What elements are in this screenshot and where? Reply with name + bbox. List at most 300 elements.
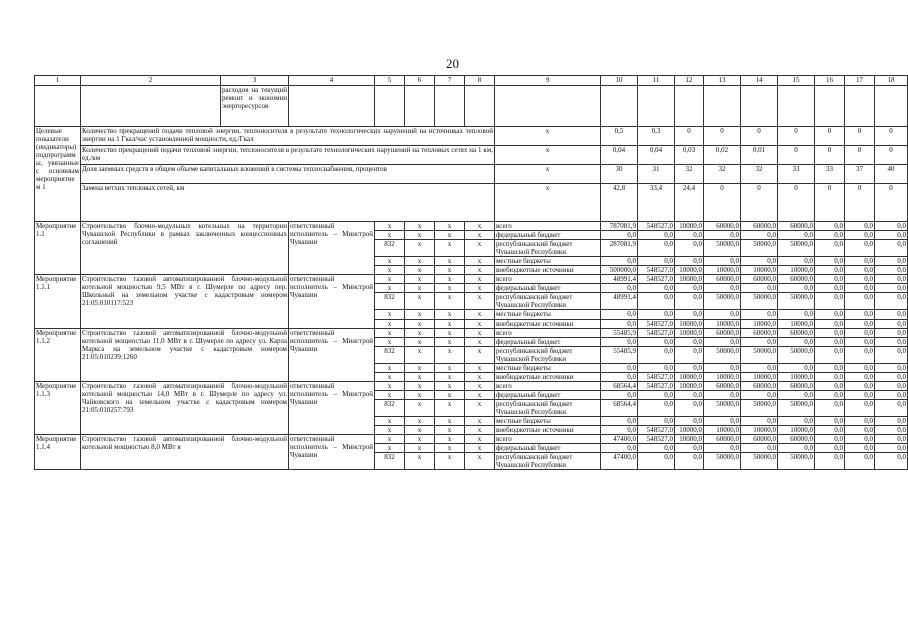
amount-cell: 0,0 bbox=[875, 319, 908, 328]
amount-cell: 0,0 bbox=[815, 346, 845, 363]
code-cell: x bbox=[465, 453, 495, 470]
amount-cell: 0,0 bbox=[638, 337, 675, 346]
header-row bbox=[35, 76, 908, 86]
table-cell bbox=[815, 86, 845, 127]
amount-cell: 0,0 bbox=[875, 417, 908, 426]
code-cell: x bbox=[375, 372, 405, 381]
amount-cell: 0,0 bbox=[875, 444, 908, 453]
amount-cell: 0,0 bbox=[638, 399, 675, 416]
code-cell: x bbox=[465, 444, 495, 453]
amount-cell: 50000,0 bbox=[741, 346, 778, 363]
code-cell: x bbox=[465, 240, 495, 257]
amount-cell: 0,0 bbox=[875, 453, 908, 470]
measure-description: Строительство газовой автоматизированной блочно-модульной котельной мощностью 14,0 МВт в г. Шумерле по адресу ул. Чайковского на земельном участке с кадастровым номером 21:05:010257:793 bbox=[81, 381, 289, 434]
amount-cell: 50000,0 bbox=[778, 399, 815, 416]
code-cell: x bbox=[435, 284, 465, 293]
measure-name: Мероприятие 1.1.4 bbox=[35, 435, 81, 470]
measure-row bbox=[35, 328, 908, 337]
measure-description: Строительство блочно-модульных котельных на территории Чувашской Республики в рамках заключенных концессионных соглашений bbox=[81, 222, 289, 275]
amount-cell: 0,0 bbox=[675, 390, 704, 399]
indicator-value: 0 bbox=[704, 127, 741, 146]
code-cell: x bbox=[465, 328, 495, 337]
code-cell: x bbox=[465, 363, 495, 372]
code-cell: x bbox=[435, 310, 465, 319]
code-cell: x bbox=[435, 399, 465, 416]
amount-cell: 10000,0 bbox=[675, 319, 704, 328]
indicators-label: Целевые показатели (индикаторы) подпрограммы, увязанные с основным мероприятием 1 bbox=[35, 127, 81, 222]
code-cell: x bbox=[465, 284, 495, 293]
funding-source: всего bbox=[495, 328, 601, 337]
indicator-value: 40 bbox=[875, 165, 908, 184]
amount-cell: 10000,0 bbox=[675, 328, 704, 337]
amount-cell: 48991,4 bbox=[601, 275, 638, 284]
amount-cell: 60000,0 bbox=[704, 381, 741, 390]
code-cell: x bbox=[405, 310, 435, 319]
code-cell: x bbox=[465, 426, 495, 435]
amount-cell: 10000,0 bbox=[675, 372, 704, 381]
amount-cell: 0,0 bbox=[875, 435, 908, 444]
amount-cell: 0,0 bbox=[845, 444, 875, 453]
indicator-value: 33 bbox=[815, 165, 845, 184]
table-cell bbox=[875, 86, 908, 127]
amount-cell: 0,0 bbox=[875, 399, 908, 416]
amount-cell: 0,0 bbox=[675, 453, 704, 470]
indicator-value: 42,8 bbox=[601, 184, 638, 222]
header-cell: 16 bbox=[815, 76, 845, 86]
amount-cell: 0,0 bbox=[638, 240, 675, 257]
amount-cell: 0,0 bbox=[845, 390, 875, 399]
indicator-value: 0,3 bbox=[638, 127, 675, 146]
amount-cell: 0,0 bbox=[601, 426, 638, 435]
code-cell: x bbox=[375, 435, 405, 444]
indicator-x: x bbox=[495, 184, 601, 222]
amount-cell: 0,0 bbox=[815, 417, 845, 426]
indicator-x: x bbox=[495, 165, 601, 184]
amount-cell: 60000,0 bbox=[704, 222, 741, 231]
amount-cell: 0,0 bbox=[845, 284, 875, 293]
amount-cell: 50000,0 bbox=[704, 346, 741, 363]
code-cell: x bbox=[375, 257, 405, 266]
code-cell: 832 bbox=[375, 293, 405, 310]
amount-cell: 0,0 bbox=[875, 346, 908, 363]
amount-cell: 0,0 bbox=[845, 399, 875, 416]
code-cell: x bbox=[435, 435, 465, 444]
amount-cell: 0,0 bbox=[815, 337, 845, 346]
code-cell: x bbox=[405, 435, 435, 444]
code-cell: x bbox=[435, 328, 465, 337]
indicator-row bbox=[35, 146, 908, 165]
measure-row bbox=[35, 435, 908, 444]
code-cell: x bbox=[375, 363, 405, 372]
amount-cell: 55485,9 bbox=[601, 328, 638, 337]
amount-cell: 0,0 bbox=[741, 337, 778, 346]
header-cell: 18 bbox=[875, 76, 908, 86]
funding-source: местные бюджеты bbox=[495, 363, 601, 372]
header-cell: 17 bbox=[845, 76, 875, 86]
amount-cell: 0,0 bbox=[845, 372, 875, 381]
amount-cell: 0,0 bbox=[778, 337, 815, 346]
code-cell: x bbox=[375, 266, 405, 275]
amount-cell: 0,0 bbox=[845, 310, 875, 319]
indicator-value: 0 bbox=[815, 184, 845, 222]
document-table-wrap bbox=[34, 75, 906, 640]
table-cell bbox=[465, 86, 495, 127]
amount-cell: 0,0 bbox=[875, 284, 908, 293]
amount-cell: 0,0 bbox=[601, 390, 638, 399]
indicator-value: 0 bbox=[741, 127, 778, 146]
code-cell: x bbox=[435, 381, 465, 390]
code-cell: x bbox=[435, 453, 465, 470]
funding-source: местные бюджеты bbox=[495, 257, 601, 266]
amount-cell: 0,0 bbox=[845, 231, 875, 240]
code-cell: x bbox=[405, 426, 435, 435]
table-cell bbox=[741, 86, 778, 127]
code-cell: x bbox=[465, 435, 495, 444]
header-cell: 15 bbox=[778, 76, 815, 86]
amount-cell: 0,0 bbox=[638, 231, 675, 240]
header-cell: 5 bbox=[375, 76, 405, 86]
funding-source: федеральный бюджет bbox=[495, 231, 601, 240]
amount-cell: 0,0 bbox=[741, 257, 778, 266]
indicator-value: 0,04 bbox=[601, 146, 638, 165]
amount-cell: 0,0 bbox=[875, 293, 908, 310]
code-cell: x bbox=[405, 337, 435, 346]
code-cell: x bbox=[405, 231, 435, 240]
measure-name: Мероприятие 1.1.2 bbox=[35, 328, 81, 381]
indicator-value: 0 bbox=[815, 146, 845, 165]
amount-cell: 0,0 bbox=[675, 310, 704, 319]
indicator-x: x bbox=[495, 127, 601, 146]
amount-cell: 47400,0 bbox=[601, 435, 638, 444]
code-cell: x bbox=[375, 444, 405, 453]
amount-cell: 548527,0 bbox=[638, 372, 675, 381]
amount-cell: 0,0 bbox=[845, 257, 875, 266]
measure-description: Строительство газовой автоматизированной блочно-модульной котельной мощностью 11,0 МВт в г. Шумерле по адресу ул. Карла Маркса на земельном участке с кадастровым номером 21:05:010239:1260 bbox=[81, 328, 289, 381]
indicator-value: 0,04 bbox=[638, 146, 675, 165]
page-number: 20 bbox=[446, 56, 459, 71]
measure-name: Мероприятие 1.1.3 bbox=[35, 381, 81, 434]
amount-cell: 0,0 bbox=[704, 284, 741, 293]
amount-cell: 50000,0 bbox=[741, 293, 778, 310]
indicator-value: 0,01 bbox=[741, 146, 778, 165]
amount-cell: 50000,0 bbox=[704, 240, 741, 257]
amount-cell: 548527,0 bbox=[638, 319, 675, 328]
funding-source: всего bbox=[495, 275, 601, 284]
amount-cell: 0,0 bbox=[638, 284, 675, 293]
code-cell: x bbox=[375, 390, 405, 399]
code-cell: x bbox=[435, 231, 465, 240]
table-cell bbox=[778, 86, 815, 127]
amount-cell: 0,0 bbox=[638, 417, 675, 426]
table-cell bbox=[845, 86, 875, 127]
amount-cell: 0,0 bbox=[845, 363, 875, 372]
amount-cell: 0,0 bbox=[815, 372, 845, 381]
amount-cell: 0,0 bbox=[601, 417, 638, 426]
amount-cell: 0,0 bbox=[875, 222, 908, 231]
code-cell: x bbox=[435, 417, 465, 426]
amount-cell: 0,0 bbox=[815, 284, 845, 293]
code-cell: x bbox=[375, 381, 405, 390]
funding-source: федеральный бюджет bbox=[495, 337, 601, 346]
indicator-value: 0,5 bbox=[601, 127, 638, 146]
amount-cell: 0,0 bbox=[638, 293, 675, 310]
amount-cell: 0,0 bbox=[704, 231, 741, 240]
amount-cell: 0,0 bbox=[845, 381, 875, 390]
indicator-value: 30 bbox=[601, 165, 638, 184]
amount-cell: 0,0 bbox=[875, 310, 908, 319]
measure-name: Мероприятие 1.1.1 bbox=[35, 275, 81, 328]
header-cell: 10 bbox=[601, 76, 638, 86]
amount-cell: 10000,0 bbox=[778, 372, 815, 381]
amount-cell: 0,0 bbox=[875, 257, 908, 266]
measure-responsible: ответственный исполнитель – Минстрой Чувашии bbox=[289, 435, 375, 470]
header-cell: 1 bbox=[35, 76, 81, 86]
amount-cell: 0,0 bbox=[845, 319, 875, 328]
amount-cell: 10000,0 bbox=[675, 381, 704, 390]
amount-cell: 0,0 bbox=[638, 390, 675, 399]
code-cell: x bbox=[465, 293, 495, 310]
amount-cell: 0,0 bbox=[875, 372, 908, 381]
amount-cell: 0,0 bbox=[815, 293, 845, 310]
indicator-text: Количество прекращений подачи тепловой энергии, теплоносителя в результате технологических нарушений на тепловых сетях на 1 км, ед./км bbox=[81, 146, 495, 165]
indicator-text: Доля заемных средств в общем объеме капитальных вложений в системы теплоснабжения, процентов bbox=[81, 165, 495, 184]
code-cell: x bbox=[435, 240, 465, 257]
amount-cell: 0,0 bbox=[845, 275, 875, 284]
amount-cell: 0,0 bbox=[741, 231, 778, 240]
indicator-value: 0 bbox=[778, 146, 815, 165]
amount-cell: 0,0 bbox=[704, 390, 741, 399]
code-cell: x bbox=[405, 275, 435, 284]
code-cell: 832 bbox=[375, 453, 405, 470]
amount-cell: 0,0 bbox=[875, 337, 908, 346]
code-cell: x bbox=[465, 346, 495, 363]
amount-cell: 0,0 bbox=[815, 275, 845, 284]
amount-cell: 10000,0 bbox=[704, 426, 741, 435]
table-cell bbox=[375, 86, 405, 127]
amount-cell: 548527,0 bbox=[638, 328, 675, 337]
amount-cell: 0,0 bbox=[638, 363, 675, 372]
amount-cell: 0,0 bbox=[601, 444, 638, 453]
code-cell: x bbox=[435, 363, 465, 372]
amount-cell: 0,0 bbox=[675, 257, 704, 266]
amount-cell: 0,0 bbox=[845, 417, 875, 426]
amount-cell: 548527,0 bbox=[638, 222, 675, 231]
header-cell: 8 bbox=[465, 76, 495, 86]
measure-responsible: ответственный исполнитель – Минстрой Чувашии bbox=[289, 275, 375, 328]
code-cell: x bbox=[375, 310, 405, 319]
table-cell bbox=[405, 86, 435, 127]
indicator-value: 33,4 bbox=[638, 184, 675, 222]
amount-cell: 0,0 bbox=[704, 363, 741, 372]
measure-row bbox=[35, 275, 908, 284]
code-cell: x bbox=[405, 363, 435, 372]
amount-cell: 10000,0 bbox=[675, 435, 704, 444]
amount-cell: 0,0 bbox=[638, 310, 675, 319]
code-cell: x bbox=[375, 417, 405, 426]
amount-cell: 0,0 bbox=[815, 257, 845, 266]
indicator-text: Замена ветхих тепловых сетей, км bbox=[81, 184, 495, 222]
code-cell: x bbox=[405, 266, 435, 275]
amount-cell: 0,0 bbox=[845, 426, 875, 435]
amount-cell: 60000,0 bbox=[741, 328, 778, 337]
code-cell: x bbox=[435, 222, 465, 231]
code-cell: 832 bbox=[375, 240, 405, 257]
amount-cell: 50000,0 bbox=[778, 293, 815, 310]
indicator-value: 37 bbox=[845, 165, 875, 184]
amount-cell: 0,0 bbox=[845, 337, 875, 346]
amount-cell: 0,0 bbox=[815, 328, 845, 337]
amount-cell: 50000,0 bbox=[778, 453, 815, 470]
amount-cell: 0,0 bbox=[815, 426, 845, 435]
amount-cell: 60000,0 bbox=[704, 435, 741, 444]
code-cell: x bbox=[375, 231, 405, 240]
indicator-value: 0 bbox=[704, 184, 741, 222]
amount-cell: 0,0 bbox=[675, 346, 704, 363]
indicator-value: 24,4 bbox=[675, 184, 704, 222]
code-cell: x bbox=[465, 399, 495, 416]
code-cell: x bbox=[435, 372, 465, 381]
amount-cell: 0,0 bbox=[601, 284, 638, 293]
amount-cell: 0,0 bbox=[875, 328, 908, 337]
funding-source: республиканский бюджет Чувашской Республики bbox=[495, 453, 601, 470]
amount-cell: 60000,0 bbox=[704, 328, 741, 337]
amount-cell: 548527,0 bbox=[638, 381, 675, 390]
table-cell bbox=[638, 86, 675, 127]
code-cell: x bbox=[405, 319, 435, 328]
header-cell: 12 bbox=[675, 76, 704, 86]
amount-cell: 0,0 bbox=[845, 240, 875, 257]
amount-cell: 0,0 bbox=[675, 363, 704, 372]
amount-cell: 0,0 bbox=[704, 417, 741, 426]
amount-cell: 50000,0 bbox=[704, 453, 741, 470]
indicator-value: 32 bbox=[741, 165, 778, 184]
amount-cell: 0,0 bbox=[845, 293, 875, 310]
amount-cell: 0,0 bbox=[601, 319, 638, 328]
amount-cell: 0,0 bbox=[778, 444, 815, 453]
amount-cell: 0,0 bbox=[875, 275, 908, 284]
amount-cell: 60000,0 bbox=[778, 435, 815, 444]
indicator-value: 0 bbox=[875, 127, 908, 146]
indicator-row bbox=[35, 127, 908, 146]
code-cell: x bbox=[405, 257, 435, 266]
code-cell: x bbox=[465, 231, 495, 240]
measure-description: Строительство газовой автоматизированной блочно-модульной котельной мощностью 9,5 МВт в г. Шумерле по адресу пер. Школьный на земельном участке с кадастровым номером 21:05:010117:523 bbox=[81, 275, 289, 328]
amount-cell: 50000,0 bbox=[778, 346, 815, 363]
code-cell: x bbox=[405, 346, 435, 363]
amount-cell: 10000,0 bbox=[675, 266, 704, 275]
code-cell: x bbox=[405, 417, 435, 426]
table-cell bbox=[289, 86, 375, 127]
code-cell: x bbox=[405, 453, 435, 470]
amount-cell: 0,0 bbox=[778, 257, 815, 266]
amount-cell: 500000,0 bbox=[601, 266, 638, 275]
table-cell bbox=[704, 86, 741, 127]
amount-cell: 0,0 bbox=[875, 240, 908, 257]
code-cell: x bbox=[375, 337, 405, 346]
funding-source: федеральный бюджет bbox=[495, 284, 601, 293]
amount-cell: 0,0 bbox=[741, 417, 778, 426]
amount-cell: 0,0 bbox=[704, 257, 741, 266]
code-cell: x bbox=[465, 337, 495, 346]
amount-cell: 0,0 bbox=[601, 310, 638, 319]
amount-cell: 0,0 bbox=[815, 319, 845, 328]
measure-name: Мероприятие 1.1 bbox=[35, 222, 81, 275]
amount-cell: 0,0 bbox=[845, 346, 875, 363]
amount-cell: 50000,0 bbox=[704, 399, 741, 416]
amount-cell: 0,0 bbox=[675, 231, 704, 240]
code-cell: x bbox=[405, 390, 435, 399]
table-cell bbox=[601, 86, 638, 127]
amount-cell: 68564,4 bbox=[601, 381, 638, 390]
code-cell: x bbox=[435, 275, 465, 284]
funding-source: внебюджетные источники bbox=[495, 266, 601, 275]
amount-cell: 0,0 bbox=[741, 444, 778, 453]
amount-cell: 68564,4 bbox=[601, 399, 638, 416]
measure-responsible: ответственный исполнитель – Минстрой Чувашии bbox=[289, 381, 375, 434]
code-cell: x bbox=[465, 310, 495, 319]
code-cell: x bbox=[405, 381, 435, 390]
indicator-value: 0 bbox=[815, 127, 845, 146]
code-cell: x bbox=[435, 444, 465, 453]
code-cell: x bbox=[375, 319, 405, 328]
funding-source: республиканский бюджет Чувашской Республики bbox=[495, 346, 601, 363]
amount-cell: 0,0 bbox=[815, 453, 845, 470]
funding-source: внебюджетные источники bbox=[495, 372, 601, 381]
amount-cell: 60000,0 bbox=[778, 328, 815, 337]
amount-cell: 0,0 bbox=[875, 390, 908, 399]
amount-cell: 10000,0 bbox=[741, 266, 778, 275]
header-cell: 11 bbox=[638, 76, 675, 86]
budget-table bbox=[34, 75, 908, 470]
indicator-value: 0 bbox=[778, 184, 815, 222]
amount-cell: 0,0 bbox=[875, 231, 908, 240]
amount-cell: 60000,0 bbox=[741, 222, 778, 231]
amount-cell: 10000,0 bbox=[778, 426, 815, 435]
amount-cell: 0,0 bbox=[741, 363, 778, 372]
amount-cell: 60000,0 bbox=[704, 275, 741, 284]
header-cell: 7 bbox=[435, 76, 465, 86]
table-cell bbox=[35, 86, 81, 127]
amount-cell: 50000,0 bbox=[741, 399, 778, 416]
code-cell: x bbox=[465, 275, 495, 284]
amount-cell: 548527,0 bbox=[638, 426, 675, 435]
code-cell: x bbox=[465, 390, 495, 399]
code-cell: x bbox=[405, 240, 435, 257]
amount-cell: 0,0 bbox=[638, 453, 675, 470]
amount-cell: 0,0 bbox=[675, 399, 704, 416]
code-cell: x bbox=[465, 372, 495, 381]
funding-source: внебюджетные источники bbox=[495, 319, 601, 328]
amount-cell: 0,0 bbox=[601, 337, 638, 346]
amount-cell: 0,0 bbox=[601, 363, 638, 372]
indicator-text: Количество прекращений подачи тепловой энергии, теплоносителя в результате технологических нарушений на источниках тепловой энергии на 1 Гкал/час установленной мощности, ед./Гкал bbox=[81, 127, 495, 146]
amount-cell: 0,0 bbox=[845, 435, 875, 444]
indicator-value: 0 bbox=[875, 184, 908, 222]
indicator-value: 0 bbox=[741, 184, 778, 222]
amount-cell: 50000,0 bbox=[741, 453, 778, 470]
amount-cell: 0,0 bbox=[675, 417, 704, 426]
amount-cell: 0,0 bbox=[778, 417, 815, 426]
code-cell: x bbox=[375, 426, 405, 435]
code-cell: x bbox=[405, 444, 435, 453]
amount-cell: 0,0 bbox=[875, 381, 908, 390]
amount-cell: 10000,0 bbox=[704, 372, 741, 381]
indicator-x: x bbox=[495, 146, 601, 165]
code-cell: x bbox=[405, 284, 435, 293]
amount-cell: 0,0 bbox=[638, 257, 675, 266]
amount-cell: 0,0 bbox=[875, 266, 908, 275]
amount-cell: 10000,0 bbox=[741, 319, 778, 328]
